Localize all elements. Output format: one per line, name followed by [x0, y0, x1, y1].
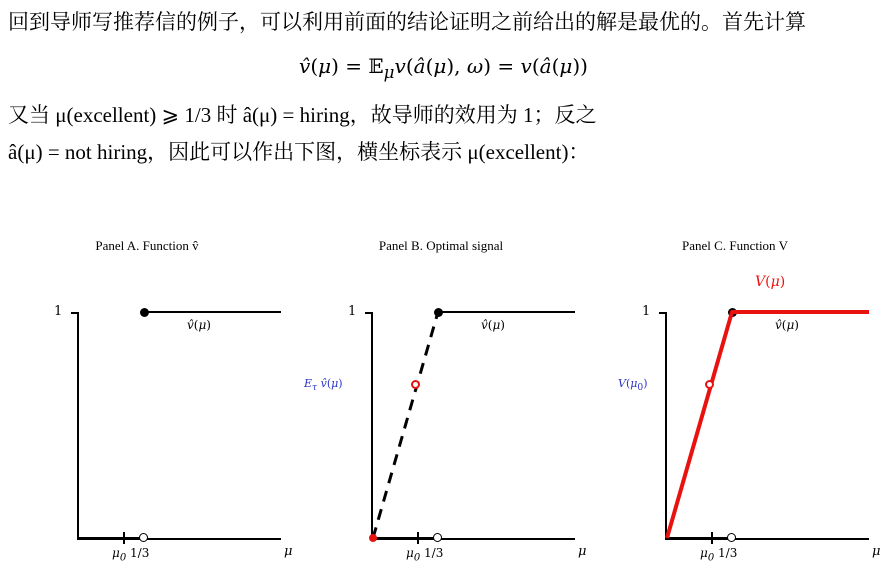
display-equation: v̂(μ) = 𝔼$_\mu$v(â(μ), ω) = v(â(μ)) — [299, 53, 588, 82]
paragraph-2b: â(μ) = not hiring，因此可以作出下图，横坐标表示 μ(excellent)： — [8, 139, 590, 164]
value-at-prior-label: $V(\mu_0)$ — [618, 377, 648, 394]
x-tick-label: $\mu_0$ 1/3 — [700, 546, 738, 564]
red-open-circle — [411, 380, 420, 389]
y-axis — [77, 312, 79, 540]
x-axis-label: μ — [872, 544, 881, 559]
x-tick-mu0 — [123, 532, 125, 544]
text-content — [8, 6, 879, 172]
y-tick-label: 1 — [348, 304, 357, 319]
x-axis-label: μ — [578, 544, 587, 559]
expected-value-label: $E_\tau$ v̂(μ) — [304, 377, 343, 394]
panel-a-title: Panel A. Function v̂ — [95, 238, 199, 253]
paragraph-2a: 又当 μ(excellent) ⩾ 1/3 时 â(μ) = hiring，故导师的效用为 1；反之 — [8, 103, 597, 128]
panel-b — [296, 228, 587, 564]
red-curve-label: V(μ) — [755, 274, 786, 290]
y-tick — [71, 312, 78, 314]
panel-c-plot — [590, 256, 881, 564]
panel-a — [2, 228, 293, 564]
zero-segment — [78, 537, 143, 539]
panel-c — [590, 228, 881, 564]
x-tick-label: $\mu_0$ 1/3 — [112, 546, 150, 564]
paragraph-1: 回到导师写推荐信的例子，可以利用前面的结论证明之前给出的解是最优的。首先计算 — [8, 10, 806, 34]
curve-label: v̂(μ) — [187, 318, 211, 332]
open-endpoint-low — [139, 533, 148, 542]
y-tick-label: 1 — [54, 304, 63, 319]
red-open-circle — [705, 380, 714, 389]
panel-b-plot — [296, 256, 587, 564]
panel-b-title: Panel B. Optimal signal — [378, 238, 504, 253]
red-origin-dot — [369, 534, 377, 542]
upper-segment — [144, 311, 281, 313]
x-tick-mu0 — [417, 532, 419, 544]
curve-label: v̂(μ) — [481, 318, 505, 332]
curve-label: v̂(μ) — [775, 318, 799, 332]
x-axis-label: μ — [284, 544, 293, 559]
x-tick-label: $\mu_0$ 1/3 — [406, 546, 444, 564]
panel-a-plot — [2, 256, 293, 564]
figure — [0, 228, 887, 564]
x-tick-mu0 — [711, 532, 713, 544]
red-concave-envelope — [590, 256, 880, 566]
panel-c-title: Panel C. Function V — [682, 238, 788, 253]
y-tick-label: 1 — [642, 304, 651, 319]
dashed-concavification-line — [296, 256, 586, 566]
